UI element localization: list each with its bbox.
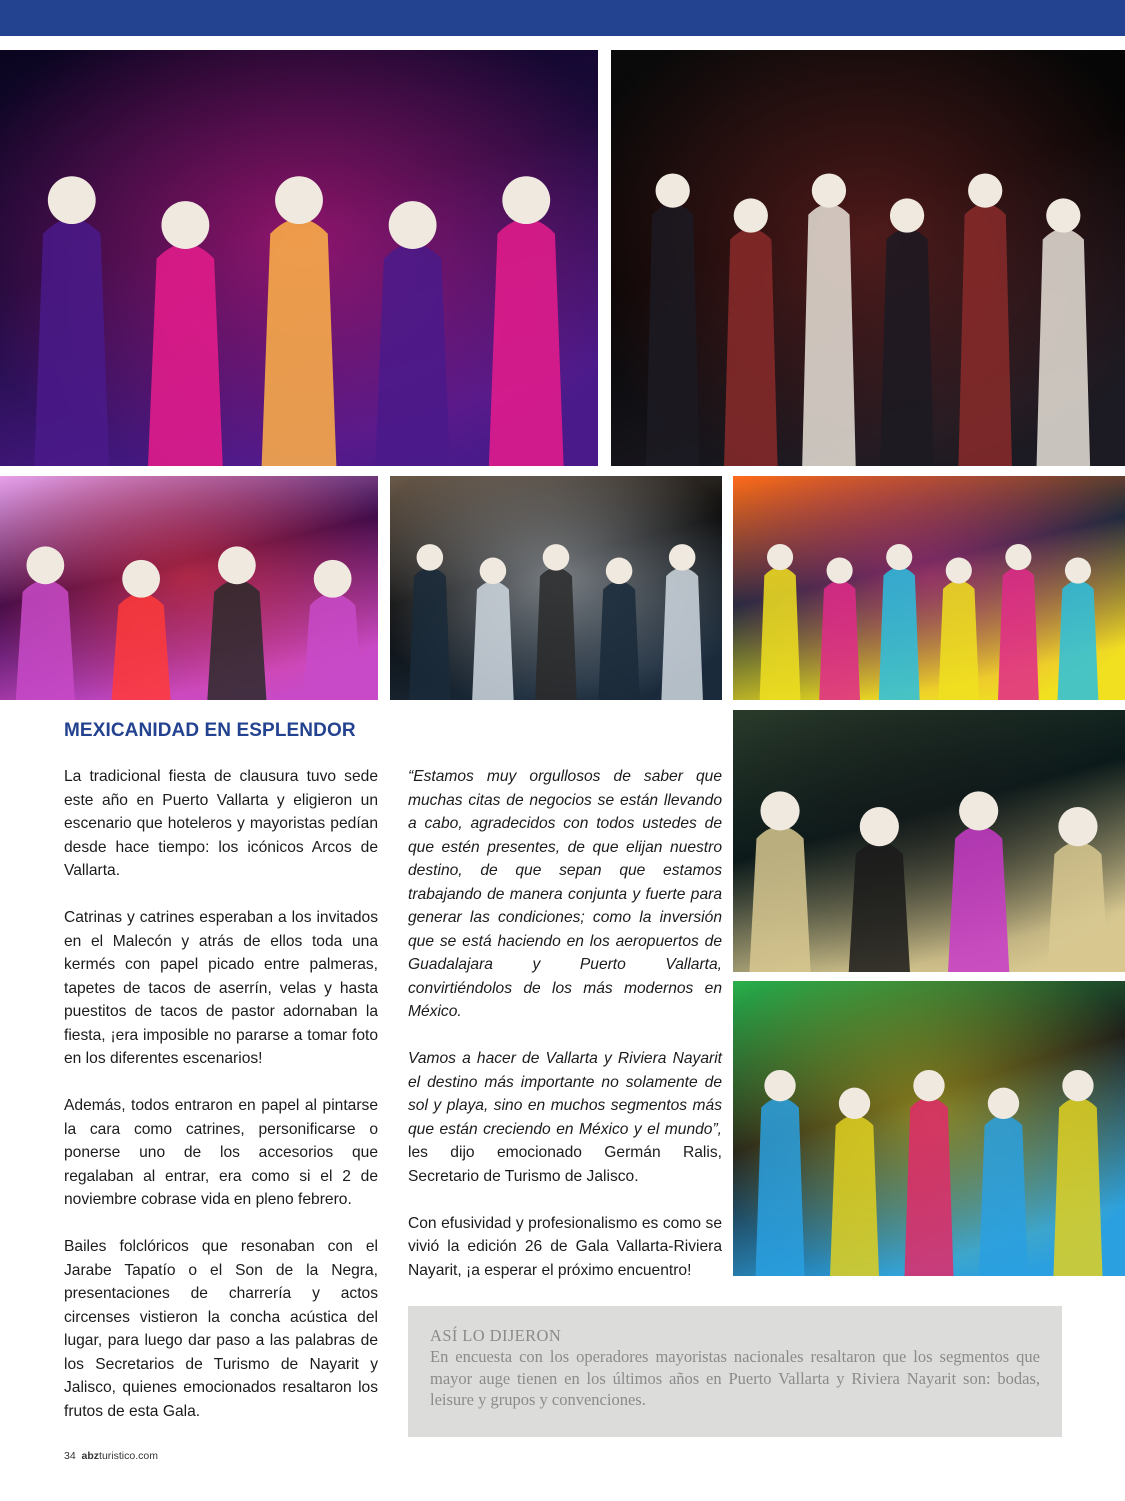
quote-text: Vamos a hacer de Vallarta y Riviera Nayarit el destino más importante no solamente de sol y playa, sino en muchos segmentos más que están creciendo en México y el mundo”, [408, 1050, 722, 1138]
header-bar [0, 0, 1125, 36]
paragraph: Además, todos entraron en papel al pintarse la cara como catrines, personificarse o ponerse uno de los accesorios que regalaban al entrar, era como si el 2 de noviembre cobrase vida en pleno febrero. [64, 1097, 378, 1208]
callout-text: En encuesta con los operadores mayoristas nacionales resaltaron que los segmentos que mayor auge tienen en los últimos años en Puerto Vallarta y Riviera Nayarit son: bodas, leisure y grupos y convenciones. [430, 1347, 1040, 1409]
paragraph: Bailes folclóricos que resonaban con el Jarabe Tapatío o el Son de la Negra, presentaciones de charrería y actos circenses vistieron la concha acústica del lugar, para luego dar paso a las palabras de los Secretarios de Turismo de Nayarit y Jalisco, quienes emocionados resaltaron los frutos de esta Gala. [64, 1238, 378, 1420]
photo-image [611, 50, 1125, 466]
photo-image [733, 981, 1125, 1276]
photo-image [733, 710, 1125, 972]
paragraph: La tradicional fiesta de clausura tuvo sede este año en Puerto Vallarta y eligieron un escenario que hoteleros y mayoristas pedían desde hace tiempo: los icónicos Arcos de Vallarta. [64, 768, 378, 879]
article-heading: MEXICANIDAD EN ESPLENDOR [64, 720, 356, 741]
quote-attribution: les dijo emocionado Germán Ralis, Secretario de Turismo de Jalisco. [408, 1144, 722, 1185]
article-column-middle [408, 765, 722, 1306]
photo-image [0, 476, 378, 700]
paragraph: Con efusividad y profesionalismo es como se vivió la edición 26 de Gala Vallarta-Riviera Nayarit, ¡a esperar el próximo encuentro! [408, 1214, 722, 1279]
page-footer [64, 1450, 158, 1462]
photo-folk-dancers [733, 476, 1125, 700]
callout-box [408, 1306, 1062, 1437]
photo-image [390, 476, 722, 700]
photo-folk-dancers-group [733, 981, 1125, 1276]
quote-paragraph [408, 765, 722, 1024]
photo-mariachi-catrin [733, 710, 1125, 972]
callout-title: ASÍ LO DIJERON [430, 1326, 562, 1345]
brand-domain: turistico.com [99, 1450, 158, 1462]
photo-gala-letters [390, 476, 722, 700]
quote-paragraph [408, 1047, 722, 1188]
article-column-left [64, 765, 378, 1447]
photo-three-guests [0, 476, 378, 700]
quote-text: “Estamos muy orgullosos de saber que muchas citas de negocios se están llevando a cabo, agradecidos con todos ustedes de que estén presentes, de que elijan nuestro destino, de que sepan que estamos trabajando de manera conjunta y fuerte para generar las condiciones; como la inversión que se está haciendo en los aeropuertos de Guadalajara y Puerto Vallarta, convirtiéndolos de los más modernos en México. [408, 768, 722, 1020]
paragraph: Catrinas y catrines esperaban a los invitados en el Malecón y atrás de ellos toda una kermés con papel picado entre palmeras, tapetes de tacos de aserrín, velas y hasta puestitos de tacos de pastor adornaban la fiesta, ¡era imposible no pararse a tomar foto en los diferentes escenarios! [64, 909, 378, 1067]
photo-image [733, 476, 1125, 700]
photo-catrinas-gala [0, 50, 598, 466]
brand-bold: abz [81, 1450, 100, 1462]
photo-image [0, 50, 598, 466]
photo-group-night [611, 50, 1125, 466]
page-number: 34 [64, 1450, 76, 1462]
